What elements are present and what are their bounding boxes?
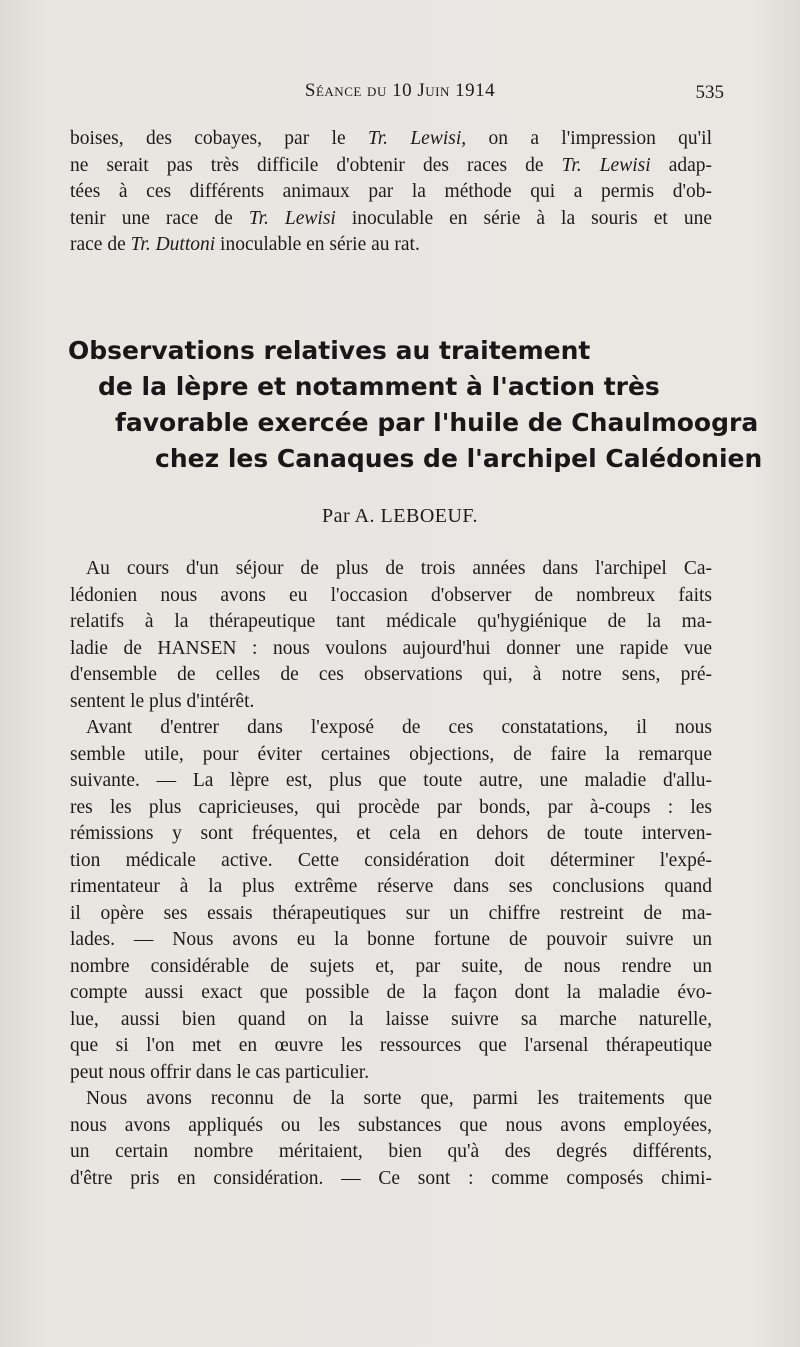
- title-line: Observations relatives au traitement: [68, 336, 591, 365]
- running-head-title: Séance du 10 Juin 1914: [304, 80, 496, 101]
- text-line: nous avons appliqués ou les substances que nous avons employées,: [70, 1114, 712, 1136]
- text-line: res les plus capricieuses, qui procède par bonds, par à-coups : les: [70, 796, 712, 818]
- running-head: [0, 80, 800, 110]
- text-line: Avant d'entrer dans l'exposé de ces constatations, il nous: [86, 717, 712, 738]
- text-line: semble utile, pour éviter certaines objections, de faire la remarque: [70, 743, 712, 765]
- text-line: lue, aussi bien quand on la laisse suivre sa marche naturelle,: [70, 1008, 712, 1030]
- text-line: compte aussi exact que possible de la façon dont la maladie évo-: [70, 982, 712, 1003]
- text-line: race de Tr. Duttoni inoculable en série au rat.: [70, 234, 420, 255]
- article-author: Par A. LEBOEUF.: [322, 505, 478, 527]
- title-line: chez les Canaques de l'archipel Calédonien: [155, 444, 763, 473]
- text-line: ne serait pas très difficile d'obtenir des races de Tr. Lewisi adap-: [70, 154, 712, 176]
- text-line: ladie de HANSEN : nous voulons aujourd'hui donner une rapide vue: [70, 637, 712, 659]
- text-line: peut nous offrir dans le cas particulier.: [70, 1061, 370, 1083]
- text-line: sentent le plus d'intérêt.: [70, 690, 255, 712]
- text-line: tion médicale active. Cette considération doit déterminer l'expé-: [70, 849, 712, 871]
- text-line: rémissions y sont fréquentes, et cela en dehors de toute interven-: [70, 823, 712, 844]
- text-line: Nous avons reconnu de la sorte que, parmi les traitements que: [86, 1088, 712, 1109]
- previous-article-text: [70, 126, 712, 259]
- title-line: de la lèpre et notamment à l'action très: [98, 372, 660, 401]
- text-line: tées à ces différents animaux par la méthode qui a permis d'ob-: [70, 181, 712, 202]
- text-line: relatifs à la thérapeutique tant médicale qu'hygiénique de la ma-: [70, 611, 712, 632]
- text-line: rimentateur à la plus extrême réserve dans ses conclusions quand: [70, 876, 712, 897]
- text-line: d'ensemble de celles de ces observations qui, à notre sens, pré-: [70, 664, 712, 685]
- text-line: suivante. — La lèpre est, plus que toute autre, une maladie d'allu-: [70, 770, 712, 791]
- text-line: Au cours d'un séjour de plus de trois années dans l'archipel Ca-: [86, 558, 712, 579]
- text-line: lédonien nous avons eu l'occasion d'observer de nombreux faits: [70, 584, 712, 606]
- text-line: que si l'on met en œuvre les ressources que l'arsenal thérapeutique: [70, 1035, 712, 1056]
- text-line: nombre considérable de sujets et, par suite, de nous rendre un: [70, 955, 712, 977]
- text-line: un certain nombre méritaient, bien qu'à des degrés différents,: [70, 1141, 712, 1162]
- title-line: favorable exercée par l'huile de Chaulmoogra: [115, 408, 759, 437]
- page-number: 535: [695, 82, 724, 103]
- article-body: [70, 556, 712, 1192]
- text-line: boises, des cobayes, par le Tr. Lewisi, on a l'impression qu'il: [70, 128, 712, 149]
- text-line: lades. — Nous avons eu la bonne fortune de pouvoir suivre un: [70, 929, 712, 950]
- text-line: d'être pris en considération. — Ce sont : comme composés chimi-: [70, 1167, 712, 1189]
- text-line: il opère ses essais thérapeutiques sur un chiffre restreint de ma-: [70, 902, 712, 924]
- text-line: tenir une race de Tr. Lewisi inoculable en série à la souris et une: [70, 207, 712, 229]
